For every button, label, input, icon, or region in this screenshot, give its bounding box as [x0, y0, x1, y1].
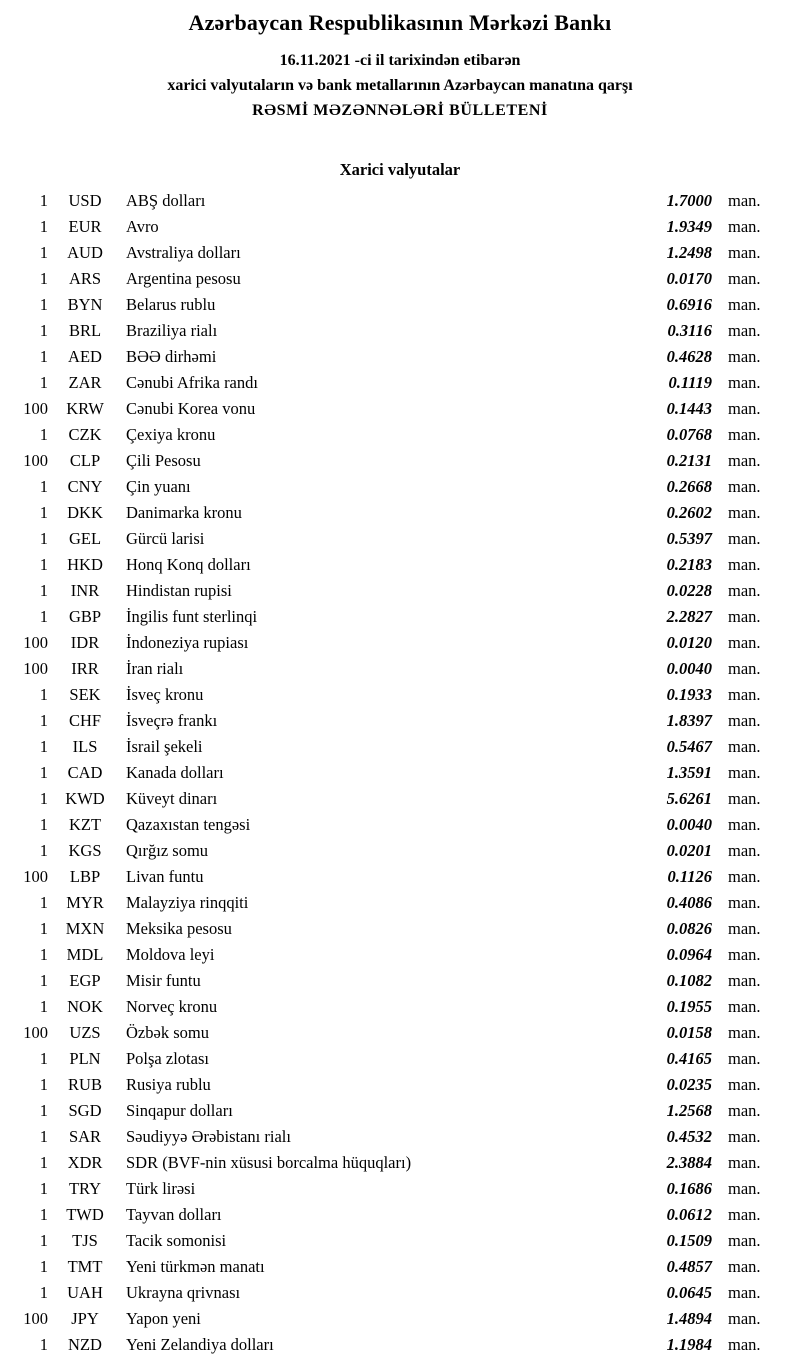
table-row [12, 682, 770, 708]
currency-code: TMT [67, 1257, 103, 1276]
quantity: 100 [23, 399, 48, 418]
currency-code: NOK [67, 997, 103, 1016]
quantity: 1 [39, 1075, 48, 1094]
quantity: 1 [39, 919, 48, 938]
currency-name: Özbək somu [126, 1023, 209, 1042]
unit-label: man. [728, 321, 761, 340]
rate-value: 0.4086 [666, 893, 712, 912]
rate-value: 1.3591 [666, 763, 712, 782]
table-row [12, 968, 770, 994]
unit-label: man. [728, 1153, 761, 1172]
table-row [12, 760, 770, 786]
currency-code: PLN [69, 1049, 101, 1068]
rate-value: 0.2183 [666, 555, 712, 574]
table-row [12, 734, 770, 760]
quantity: 1 [39, 1257, 48, 1276]
table-row [12, 1228, 770, 1254]
rate-value: 0.5397 [666, 529, 712, 548]
quantity: 1 [39, 477, 48, 496]
table-row [12, 1046, 770, 1072]
currency-code: USD [68, 191, 102, 210]
rate-value: 0.0964 [666, 945, 712, 964]
currency-code: BYN [67, 295, 103, 314]
quantity: 1 [39, 529, 48, 548]
currency-name: Braziliya rialı [126, 321, 218, 340]
unit-label: man. [728, 373, 761, 392]
rate-value: 0.3116 [667, 321, 712, 340]
rate-value: 1.9349 [666, 217, 712, 236]
table-row [12, 318, 770, 344]
quantity: 1 [39, 737, 48, 756]
currency-name: İsveç kronu [126, 685, 204, 704]
currency-name: Qazaxıstan tengəsi [126, 815, 251, 834]
bulletin-title: RƏSMİ MƏZƏNNƏLƏRİ BÜLLETENİ [252, 102, 548, 119]
unit-label: man. [728, 1231, 761, 1250]
currency-code: KZT [68, 815, 102, 834]
quantity: 1 [39, 1101, 48, 1120]
table-row [12, 1202, 770, 1228]
unit-label: man. [728, 1179, 761, 1198]
rate-value: 5.6261 [666, 789, 712, 808]
table-row [12, 1098, 770, 1124]
quantity: 1 [39, 425, 48, 444]
table-row [12, 708, 770, 734]
quantity: 1 [39, 893, 48, 912]
unit-label: man. [728, 529, 761, 548]
rate-value: 0.5467 [666, 737, 712, 756]
rate-value: 0.0826 [666, 919, 712, 938]
rate-value: 0.1955 [666, 997, 712, 1016]
quantity: 100 [23, 867, 48, 886]
currency-code: GBP [68, 607, 102, 626]
section-title: Xarici valyutalar [339, 160, 461, 179]
currency-name: Polşa zlotası [126, 1049, 209, 1068]
currency-name: Çexiya kronu [126, 425, 216, 444]
quantity: 1 [39, 347, 48, 366]
rate-value: 0.0170 [666, 269, 712, 288]
currency-name: Norveç kronu [126, 997, 218, 1016]
quantity: 1 [39, 1127, 48, 1146]
unit-label: man. [728, 997, 761, 1016]
currency-code: LBP [69, 867, 101, 886]
table-row [12, 370, 770, 396]
unit-label: man. [728, 919, 761, 938]
table-row [12, 1332, 770, 1358]
table-row [12, 552, 770, 578]
unit-label: man. [728, 295, 761, 314]
currency-name: Türk lirəsi [126, 1179, 196, 1198]
rate-value: 0.0612 [666, 1205, 712, 1224]
unit-label: man. [728, 1335, 761, 1354]
rate-value: 0.0228 [666, 581, 712, 600]
rate-value: 0.0120 [666, 633, 712, 652]
currency-name: Yeni türkmən manatı [126, 1257, 265, 1276]
currency-code: SGD [68, 1101, 102, 1120]
currency-name: Qırğız somu [126, 841, 209, 860]
currency-code: RUB [68, 1075, 102, 1094]
currency-name: İsrail şekeli [126, 737, 203, 756]
currency-code: TRY [68, 1179, 102, 1198]
table-row [12, 1124, 770, 1150]
quantity: 1 [39, 841, 48, 860]
table-row [12, 214, 770, 240]
currency-table [0, 188, 800, 1358]
quantity: 1 [39, 217, 48, 236]
table-row [12, 890, 770, 916]
quantity: 1 [39, 581, 48, 600]
quantity: 1 [39, 1205, 48, 1224]
quantity: 1 [39, 191, 48, 210]
unit-label: man. [728, 1205, 761, 1224]
unit-label: man. [728, 1309, 761, 1328]
currency-name: Rusiya rublu [126, 1075, 211, 1094]
currency-code: KRW [66, 399, 104, 418]
quantity: 1 [39, 503, 48, 522]
currency-code: INR [70, 581, 100, 600]
table-row [12, 240, 770, 266]
date-line: 16.11.2021 -ci il tarixindən etibarən [279, 52, 521, 69]
table-row [12, 656, 770, 682]
table-row [12, 266, 770, 292]
currency-name: Cənubi Afrika randı [126, 373, 258, 392]
currency-code: IRR [71, 659, 99, 678]
table-row [12, 422, 770, 448]
quantity: 1 [39, 789, 48, 808]
unit-label: man. [728, 737, 761, 756]
unit-label: man. [728, 555, 761, 574]
quantity: 1 [39, 815, 48, 834]
quantity: 100 [23, 659, 48, 678]
currency-code: TWD [66, 1205, 104, 1224]
rate-value: 1.4894 [666, 1309, 712, 1328]
unit-label: man. [728, 945, 761, 964]
quantity: 100 [23, 451, 48, 470]
currency-code: DKK [67, 503, 103, 522]
rate-value: 0.4857 [666, 1257, 712, 1276]
currency-code: EUR [68, 217, 102, 236]
currency-code: KWD [65, 789, 105, 808]
currency-name: Sinqapur dolları [126, 1101, 233, 1120]
quantity: 1 [39, 1231, 48, 1250]
currency-name: Çin yuanı [126, 477, 191, 496]
table-row [12, 292, 770, 318]
currency-code: XDR [67, 1153, 103, 1172]
currency-name: Yeni Zelandiya dolları [126, 1335, 274, 1354]
rate-value: 0.0645 [666, 1283, 712, 1302]
quantity: 1 [39, 1049, 48, 1068]
currency-code: IDR [70, 633, 100, 652]
currency-code: ILS [72, 737, 98, 756]
quantity: 1 [39, 269, 48, 288]
currency-name: Hindistan rupisi [126, 581, 232, 600]
rate-value: 0.0040 [666, 815, 712, 834]
table-row [12, 994, 770, 1020]
quantity: 1 [39, 945, 48, 964]
currency-name: Livan funtu [126, 867, 204, 886]
currency-code: AUD [67, 243, 103, 262]
rate-value: 0.1119 [668, 373, 712, 392]
currency-code: CHF [68, 711, 102, 730]
currency-name: Honq Konq dolları [126, 555, 251, 574]
currency-name: İran rialı [126, 659, 184, 678]
quantity: 1 [39, 1179, 48, 1198]
currency-code: CNY [67, 477, 103, 496]
currency-code: CLP [69, 451, 101, 470]
unit-label: man. [728, 867, 761, 886]
currency-code: SEK [69, 685, 101, 704]
unit-label: man. [728, 1023, 761, 1042]
table-row [12, 1020, 770, 1046]
quantity: 1 [39, 1335, 48, 1354]
rate-value: 0.0235 [666, 1075, 712, 1094]
quantity: 1 [39, 321, 48, 340]
subject-line: xarici valyutaların və bank metallarının Azərbaycan manatına qarşı [167, 77, 633, 94]
currency-code: HKD [67, 555, 103, 574]
table-row [12, 1254, 770, 1280]
table-row [12, 604, 770, 630]
currency-code: BRL [68, 321, 102, 340]
quantity: 1 [39, 971, 48, 990]
rate-value: 0.0201 [666, 841, 712, 860]
currency-name: Belarus rublu [126, 295, 216, 314]
rate-value: 0.1443 [666, 399, 712, 418]
rate-value: 0.4165 [666, 1049, 712, 1068]
currency-code: TJS [72, 1231, 98, 1250]
currency-name: SDR (BVF-nin xüsusi borcalma hüquqları) [126, 1153, 412, 1172]
rate-value: 0.1509 [666, 1231, 712, 1250]
rate-value: 0.2131 [666, 451, 712, 470]
currency-code: EGP [69, 971, 101, 990]
unit-label: man. [728, 503, 761, 522]
quantity: 100 [23, 1023, 48, 1042]
quantity: 1 [39, 295, 48, 314]
unit-label: man. [728, 399, 761, 418]
table-row [12, 1176, 770, 1202]
rate-value: 1.2568 [666, 1101, 712, 1120]
rate-value: 0.0768 [666, 425, 712, 444]
table-row [12, 448, 770, 474]
quantity: 1 [39, 763, 48, 782]
unit-label: man. [728, 243, 761, 262]
currency-name: Avstraliya dolları [126, 243, 241, 262]
currency-name: Yapon yeni [126, 1309, 201, 1328]
unit-label: man. [728, 347, 761, 366]
quantity: 1 [39, 243, 48, 262]
unit-label: man. [728, 1127, 761, 1146]
currency-name: İsveçrə frankı [126, 711, 218, 730]
unit-label: man. [728, 633, 761, 652]
quantity: 1 [39, 685, 48, 704]
currency-name: Misir funtu [126, 971, 201, 990]
currency-name: Danimarka kronu [126, 503, 242, 522]
currency-code: NZD [68, 1335, 102, 1354]
unit-label: man. [728, 711, 761, 730]
currency-code: ZAR [68, 373, 102, 392]
table-row [12, 838, 770, 864]
currency-name: Tacik somonisi [126, 1231, 227, 1250]
table-row [12, 916, 770, 942]
unit-label: man. [728, 217, 761, 236]
unit-label: man. [728, 893, 761, 912]
table-row [12, 500, 770, 526]
table-row [12, 188, 770, 214]
currency-name: Meksika pesosu [126, 919, 232, 938]
currency-name: Çili Pesosu [126, 451, 201, 470]
rate-value: 0.1126 [667, 867, 712, 886]
table-row [12, 1150, 770, 1176]
unit-label: man. [728, 1049, 761, 1068]
rate-value: 0.1686 [666, 1179, 712, 1198]
table-row [12, 864, 770, 890]
unit-label: man. [728, 581, 761, 600]
currency-code: CZK [68, 425, 102, 444]
currency-code: SAR [68, 1127, 102, 1146]
unit-label: man. [728, 1283, 761, 1302]
rate-value: 0.0158 [666, 1023, 712, 1042]
rate-value: 0.4532 [666, 1127, 712, 1146]
table-row [12, 1072, 770, 1098]
unit-label: man. [728, 191, 761, 210]
currency-name: Kanada dolları [126, 763, 224, 782]
unit-label: man. [728, 815, 761, 834]
currency-code: AED [68, 347, 102, 366]
currency-code: UZS [69, 1023, 101, 1042]
rate-value: 0.2602 [666, 503, 712, 522]
table-row [12, 526, 770, 552]
currency-name: Argentina pesosu [126, 269, 241, 288]
unit-label: man. [728, 1257, 761, 1276]
table-row [12, 1306, 770, 1332]
unit-label: man. [728, 971, 761, 990]
table-row [12, 786, 770, 812]
quantity: 1 [39, 555, 48, 574]
currency-name: Avro [126, 217, 159, 236]
rate-value: 2.2827 [666, 607, 712, 626]
currency-code: MXN [65, 919, 105, 938]
rate-value: 0.1082 [666, 971, 712, 990]
table-row [12, 812, 770, 838]
currency-code: ARS [68, 269, 102, 288]
rate-value: 1.7000 [666, 191, 712, 210]
currency-code: MDL [66, 945, 104, 964]
unit-label: man. [728, 841, 761, 860]
currency-name: İndoneziya rupiası [126, 633, 249, 652]
table-row [12, 630, 770, 656]
unit-label: man. [728, 451, 761, 470]
rate-value: 0.0040 [666, 659, 712, 678]
quantity: 1 [39, 711, 48, 730]
currency-name: Səudiyyə Ərəbistanı rialı [126, 1127, 291, 1146]
unit-label: man. [728, 763, 761, 782]
currency-name: Küveyt dinarı [126, 789, 218, 808]
rate-value: 2.3884 [666, 1153, 712, 1172]
unit-label: man. [728, 477, 761, 496]
unit-label: man. [728, 659, 761, 678]
unit-label: man. [728, 269, 761, 288]
currency-name: Malayziya rinqqiti [126, 893, 249, 912]
currency-name: BƏƏ dirhəmi [126, 347, 217, 366]
quantity: 1 [39, 997, 48, 1016]
table-row [12, 1280, 770, 1306]
currency-name: Ukrayna qrivnası [126, 1283, 241, 1302]
currency-name: Gürcü larisi [126, 529, 205, 548]
unit-label: man. [728, 789, 761, 808]
table-row [12, 942, 770, 968]
rate-value: 0.2668 [666, 477, 712, 496]
currency-code: CAD [67, 763, 103, 782]
page-title: Azərbaycan Respublikasının Mərkəzi Bankı [188, 10, 612, 35]
quantity: 1 [39, 1283, 48, 1302]
rate-value: 1.2498 [666, 243, 712, 262]
quantity: 100 [23, 1309, 48, 1328]
quantity: 1 [39, 373, 48, 392]
quantity: 100 [23, 633, 48, 652]
rate-value: 0.1933 [666, 685, 712, 704]
table-row [12, 396, 770, 422]
unit-label: man. [728, 685, 761, 704]
table-row [12, 344, 770, 370]
quantity: 1 [39, 1153, 48, 1172]
currency-code: JPY [71, 1309, 99, 1328]
currency-code: KGS [68, 841, 102, 860]
currency-name: Moldova leyi [126, 945, 215, 964]
rate-value: 0.4628 [666, 347, 712, 366]
currency-name: Tayvan dolları [126, 1205, 222, 1224]
bulletin-header [0, 0, 800, 120]
table-row [12, 474, 770, 500]
unit-label: man. [728, 1101, 761, 1120]
quantity: 1 [39, 607, 48, 626]
currency-code: MYR [66, 893, 104, 912]
rate-value: 1.8397 [666, 711, 712, 730]
unit-label: man. [728, 425, 761, 444]
table-row [12, 578, 770, 604]
currency-name: Cənubi Korea vonu [126, 399, 256, 418]
currency-code: UAH [67, 1283, 103, 1302]
rate-value: 0.6916 [666, 295, 712, 314]
unit-label: man. [728, 1075, 761, 1094]
currency-name: ABŞ dolları [126, 191, 206, 210]
rate-value: 1.1984 [666, 1335, 712, 1354]
currency-code: GEL [68, 529, 102, 548]
currency-name: İngilis funt sterlinqi [126, 607, 258, 626]
unit-label: man. [728, 607, 761, 626]
